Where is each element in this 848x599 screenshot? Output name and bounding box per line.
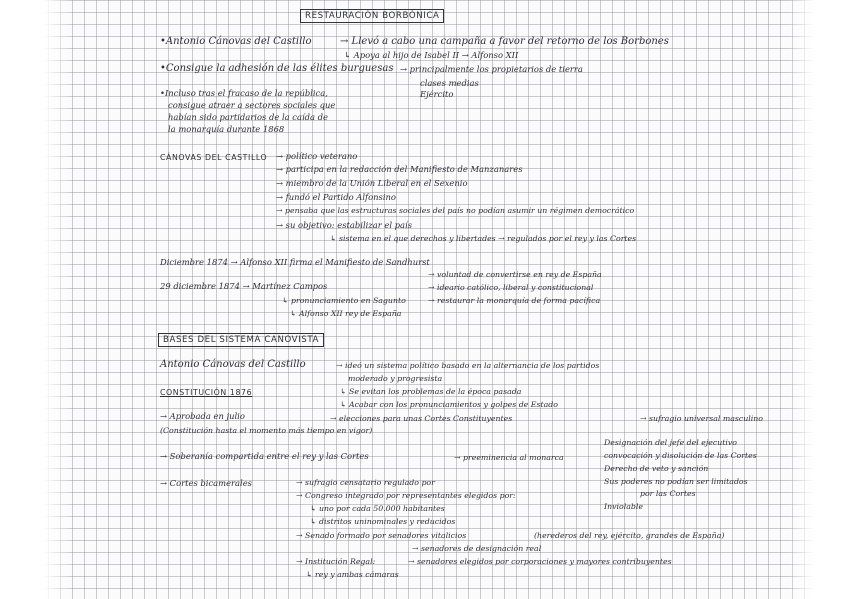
intro-line-8: la monarquía durante 1868 [168,124,285,134]
intro-line-1b: → Llevó a cabo una campaña a favor del retorno de los Borbones [340,36,669,47]
cortes-line-6: → senadores de designación real [412,544,542,553]
intro-line-3b: → principalmente los propietarios de tierra [400,64,583,74]
intro-line-1: •Antonio Cánovas del Castillo [160,36,312,47]
cortes-line-4: ↳ distritos uninominales y reducidos [310,517,456,526]
cortes-label: → Cortes bicamerales [160,478,252,488]
event-1a: → voluntad de convertirse en rey de España [428,270,602,279]
king-power-4: Sus poderes no podían ser limitados [604,477,748,486]
event-2: 29 diciembre 1874 → Martínez Campos [160,281,328,291]
intro-line-2: ↳ Apoya al hijo de Isabel II → Alfonso XII [344,50,519,60]
canovas-item-6: → su objetivo: estabilizar el país [276,220,412,230]
canovas-item-4: → fundó el Partido Alfonsino [276,192,396,202]
king-power-6: Inviolable [604,502,643,511]
cortes-line-5: → Senado formado por senadores vitalicios [296,531,467,540]
king-power-3: Derecho de veto y sanción [604,464,709,473]
canovas-sub: ↳ sistema en el que derechos y libertades → regulados por el rey y las Cortes [330,234,637,243]
bases-line-3: ↳ Se evitan los problemas de la época pasada [340,387,522,396]
bases-line-1: → ideó un sistema político basado en la alternancia de los partidos [336,361,600,370]
constitution-line-1c: → sufragio universal masculino [640,414,763,423]
constitution-line-1b: → elecciones para unas Cortes Constituyentes [330,414,513,423]
intro-line-4a: clases medias [420,78,479,88]
king-power-5: por las Cortes [640,489,696,498]
bases-label: BASES DEL SISTEMA CANOVISTA [158,333,324,347]
bases-line-2: moderado y progresista [348,374,443,383]
cortes-line-1: → sufragio censatario regulado por [296,478,435,487]
intro-line-5: •Incluso tras el fracaso de la república, [160,88,328,98]
cortes-line-3: ↳ uno por cada 50.000 habitantes [310,504,445,513]
canovas-label: CÁNOVAS DEL CASTILLO [160,153,268,162]
event-2b: ↳ Alfonso XII rey de España [290,309,402,318]
canovas-item-2: → participa en la redacción del Manifiesto de Manzanares [276,164,523,174]
cortes-line-8: ↳ rey y ambas cámaras [306,570,399,579]
intro-line-3: •Consigue la adhesión de las élites burguesas [160,63,394,74]
cortes-line-2: → Congreso integrado por representantes elegidos por: [296,491,516,500]
cortes-line-7b: → senadores elegidos por corporaciones y mayores contribuyentes [408,557,672,566]
event-1c: → restaurar la monarquía de forma pacífica [428,296,601,305]
event-1: Diciembre 1874 → Alfonso XII firma el Manifiesto de Sandhurst [160,257,430,267]
cortes-line-5b: (herederos del rey, ejército, grandes de España) [534,531,725,540]
constitution-label: CONSTITUCIÓN 1876 [160,388,253,397]
intro-line-4b: Ejército [420,89,454,99]
page-margin-left [0,0,72,599]
event-2a: ↳ pronunciamiento en Sagunto [282,296,406,305]
bases-author: Antonio Cánovas del Castillo [160,359,306,370]
cortes-line-7: → Institución Regal: [296,557,376,566]
king-power-2: convocación y disolución de las Cortes [604,451,757,460]
sovereignty-line: → Soberanía compartida entre el rey y las Cortes [160,451,369,461]
constitution-line-2: (Constitución hasta el momento más tiempo en vigor) [160,426,373,435]
canovas-item-1: → político veterano [276,151,358,161]
intro-line-6: consigue atraer a sectores sociales que [168,100,336,110]
bases-line-4: ↳ Acabar con los pronunciamientos y golpes de Estado [340,400,558,409]
canovas-item-3: → miembro de la Unión Liberal en el Sexenio [276,178,468,188]
king-power-1: Designación del jefe del ejecutivo [604,438,738,447]
page-margin-right [788,0,848,599]
page-title: RESTAURACIÓN BORBÓNICA [300,9,444,23]
event-1b: → ideario católico, liberal y constitucional [428,283,594,292]
sovereignty-line-2: → preeminencia al monarca [454,453,564,462]
canovas-item-5: → pensaba que las estructuras sociales del país no podían asumir un régimen democrático [276,206,635,215]
intro-line-7: habían sido partidarios de la caída de [168,112,328,122]
constitution-line-1: → Aprobada en julio [160,411,245,421]
